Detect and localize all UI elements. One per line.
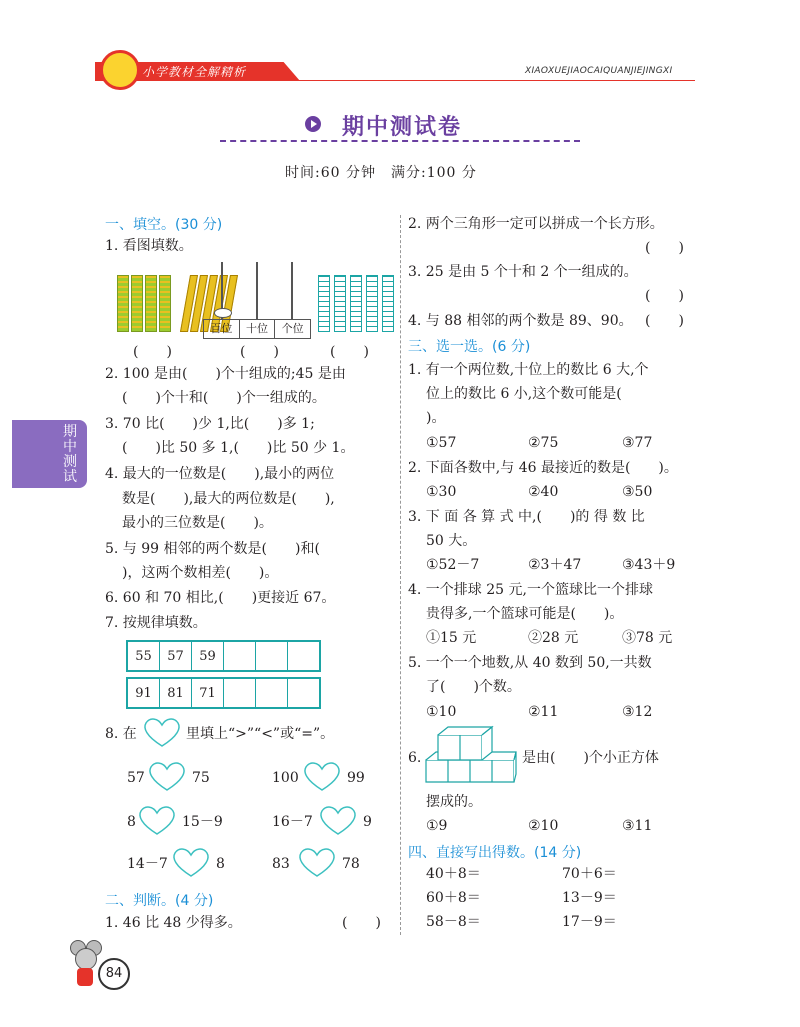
option[interactable]: ③12 bbox=[622, 704, 653, 720]
option[interactable]: ③77 bbox=[622, 435, 653, 451]
exam-info: 时间:60 分钟 满分:100 分 bbox=[285, 165, 477, 181]
judge-blank[interactable]: ( ) bbox=[645, 313, 684, 329]
option[interactable]: ①10 bbox=[426, 704, 457, 720]
judge-2: 2. 两个三角形一定可以拼成一个长方形。 bbox=[408, 216, 664, 232]
judge-blank[interactable]: ( ) bbox=[342, 915, 381, 931]
heart-icon bbox=[142, 716, 182, 748]
question-3-cont: ( )比 50 多 1,( )比 50 少 1。 bbox=[122, 440, 355, 456]
mouse-mascot-icon bbox=[70, 940, 100, 990]
compare-right: 9 bbox=[363, 814, 372, 830]
calc-item[interactable]: 17－9＝ bbox=[562, 914, 617, 930]
question-4: 4. 最大的一位数是( ),最小的两位 bbox=[105, 466, 335, 482]
pattern-cell: 91 bbox=[127, 678, 160, 708]
question-8: 8. 在 bbox=[105, 726, 137, 742]
abacus-bead bbox=[214, 308, 232, 318]
abacus-rod bbox=[291, 262, 293, 320]
page-number: 84 bbox=[98, 958, 130, 990]
stick-bundle bbox=[131, 275, 143, 332]
heart-icon[interactable] bbox=[137, 804, 177, 836]
title-underline bbox=[220, 140, 580, 142]
header-pinyin: XIAOXUEJIAOCAIQUANJIEJINGXI bbox=[525, 66, 673, 76]
calc-item[interactable]: 58－8＝ bbox=[426, 914, 481, 930]
judge-blank[interactable]: ( ) bbox=[645, 288, 684, 304]
stick-bundle bbox=[159, 275, 171, 332]
option[interactable]: ②10 bbox=[528, 818, 559, 834]
choice-5: 5. 一个一个地数,从 40 数到 50,一共数 bbox=[408, 655, 652, 671]
side-tab-label: 期中测试 bbox=[63, 424, 77, 485]
pattern-cell[interactable] bbox=[224, 678, 256, 708]
heart-icon[interactable] bbox=[171, 846, 211, 878]
question-4-cont: 最小的三位数是( )。 bbox=[122, 515, 273, 531]
choice-1-cont: 位上的数比 6 小,这个数可能是( bbox=[426, 386, 622, 402]
question-4-cont: 数是( ),最大的两位数是( ), bbox=[122, 491, 335, 507]
heart-icon[interactable] bbox=[147, 760, 187, 792]
choice-1-cont: )。 bbox=[426, 410, 446, 426]
section-2-heading: 二、判断。(4 分) bbox=[105, 893, 214, 909]
option[interactable]: ③11 bbox=[622, 818, 653, 834]
choice-4-cont: 贵得多,一个篮球可能是( )。 bbox=[426, 606, 624, 622]
choice-6: 是由( )个小正方体 bbox=[522, 750, 659, 766]
cube-column bbox=[366, 275, 378, 332]
section-4-heading: 四、直接写出得数。(14 分) bbox=[408, 845, 582, 861]
pattern-cell[interactable] bbox=[256, 678, 288, 708]
header-rule bbox=[95, 80, 695, 81]
question-5-cont: )，这两个数相差( )。 bbox=[122, 565, 279, 581]
question-2-cont: ( )个十和( )个一组成的。 bbox=[122, 390, 326, 406]
cube-column bbox=[318, 275, 330, 332]
heart-icon[interactable] bbox=[318, 804, 358, 836]
column-divider bbox=[400, 215, 401, 935]
compare-right: 75 bbox=[192, 770, 210, 786]
section-1-heading: 一、填空。(30 分) bbox=[105, 217, 223, 233]
pattern-row-1 bbox=[126, 640, 321, 672]
compare-left: 14－7 bbox=[127, 856, 168, 872]
cube-column bbox=[382, 275, 394, 332]
question-6: 6. 60 和 70 相比,( )更接近 67。 bbox=[105, 590, 336, 606]
compare-right: 15－9 bbox=[182, 814, 223, 830]
pattern-row-2 bbox=[126, 677, 321, 709]
option[interactable]: ②3＋47 bbox=[528, 557, 582, 573]
heart-icon[interactable] bbox=[302, 760, 342, 792]
pattern-cell: 55 bbox=[127, 641, 160, 671]
compare-right: 78 bbox=[342, 856, 360, 872]
abacus-rod bbox=[256, 262, 258, 320]
choice-4: 4. 一个排球 25 元,一个篮球比一个排球 bbox=[408, 582, 653, 598]
judge-1: 1. 46 比 48 少得多。 bbox=[105, 915, 242, 931]
compare-left: 83 bbox=[272, 856, 290, 872]
calc-item[interactable]: 13－9＝ bbox=[562, 890, 617, 906]
question-7: 7. 按规律填数。 bbox=[105, 615, 207, 631]
abacus-image bbox=[203, 262, 311, 337]
stacked-cubes-image bbox=[424, 725, 519, 785]
pattern-cell: 57 bbox=[160, 641, 192, 671]
option[interactable]: ③43＋9 bbox=[622, 557, 676, 573]
option[interactable]: ③50 bbox=[622, 484, 653, 500]
option[interactable]: ①15 元 bbox=[426, 630, 477, 646]
pattern-cell: 81 bbox=[160, 678, 192, 708]
abacus-label: 个位 bbox=[281, 322, 304, 335]
question-2: 2. 100 是由( )个十组成的;45 是由 bbox=[105, 366, 346, 382]
abacus-base bbox=[203, 319, 311, 339]
answer-blank[interactable]: ( ) bbox=[240, 344, 279, 360]
compare-left: 16－7 bbox=[272, 814, 313, 830]
header-series-title: 小学教材全解精析 bbox=[142, 65, 247, 79]
abacus-label: 百位 bbox=[204, 320, 240, 338]
judge-4: 4. 与 88 相邻的两个数是 89、90。 bbox=[408, 313, 633, 329]
judge-blank[interactable]: ( ) bbox=[645, 240, 684, 256]
compare-left: 100 bbox=[272, 770, 299, 786]
choice-6-number: 6. bbox=[408, 750, 422, 766]
compare-left: 8 bbox=[127, 814, 136, 830]
compare-right: 8 bbox=[216, 856, 225, 872]
choice-3-cont: 50 大。 bbox=[426, 533, 477, 549]
choice-5-cont: 了( )个数。 bbox=[426, 679, 521, 695]
pattern-cell: 59 bbox=[192, 641, 224, 671]
choice-6-cont: 摆成的。 bbox=[426, 794, 482, 810]
compare-left: 57 bbox=[127, 770, 145, 786]
abacus-label: 十位 bbox=[240, 320, 276, 338]
pattern-cell[interactable] bbox=[288, 678, 321, 708]
pattern-cell[interactable] bbox=[256, 641, 288, 671]
pattern-cell: 71 bbox=[192, 678, 224, 708]
calc-item[interactable]: 40＋8＝ bbox=[426, 866, 481, 882]
stick-bundle bbox=[145, 275, 157, 332]
cube-column bbox=[350, 275, 362, 332]
page-title: 期中测试卷 bbox=[342, 115, 463, 140]
choice-1: 1. 有一个两位数,十位上的数比 6 大,个 bbox=[408, 362, 649, 378]
section-3-heading: 三、选一选。(6 分) bbox=[408, 339, 531, 355]
calc-item[interactable]: 60＋8＝ bbox=[426, 890, 481, 906]
pattern-cell[interactable] bbox=[288, 641, 321, 671]
answer-blank[interactable]: ( ) bbox=[133, 344, 172, 360]
option[interactable]: ①52－7 bbox=[426, 557, 480, 573]
calc-item[interactable]: 70＋6＝ bbox=[562, 866, 617, 882]
play-icon bbox=[305, 116, 321, 132]
question-3: 3. 70 比( )少 1,比( )多 1; bbox=[105, 416, 315, 432]
choice-3: 3. 下 面 各 算 式 中,( )的 得 数 比 bbox=[408, 509, 645, 525]
question-8-instruction: 里填上“>”“<”或“=”。 bbox=[186, 726, 335, 742]
cube-columns-image bbox=[318, 275, 394, 332]
heart-icon[interactable] bbox=[297, 846, 337, 878]
option[interactable]: ①30 bbox=[426, 484, 457, 500]
compare-right: 99 bbox=[347, 770, 365, 786]
option[interactable]: ①9 bbox=[426, 818, 448, 834]
option[interactable]: ②40 bbox=[528, 484, 559, 500]
book-logo-icon bbox=[100, 50, 140, 90]
question-1: 1. 看图填数。 bbox=[105, 238, 193, 254]
judge-3: 3. 25 是由 5 个十和 2 个一组成的。 bbox=[408, 264, 638, 280]
option[interactable]: ②28 元 bbox=[528, 630, 579, 646]
option[interactable]: ①57 bbox=[426, 435, 457, 451]
stick-bundle bbox=[117, 275, 129, 332]
option[interactable]: ③78 元 bbox=[622, 630, 673, 646]
choice-2: 2. 下面各数中,与 46 最接近的数是( )。 bbox=[408, 460, 678, 476]
cube-column bbox=[334, 275, 346, 332]
question-5: 5. 与 99 相邻的两个数是( )和( bbox=[105, 541, 320, 557]
answer-blank[interactable]: ( ) bbox=[330, 344, 369, 360]
option[interactable]: ②11 bbox=[528, 704, 559, 720]
pattern-cell[interactable] bbox=[224, 641, 256, 671]
option[interactable]: ②75 bbox=[528, 435, 559, 451]
